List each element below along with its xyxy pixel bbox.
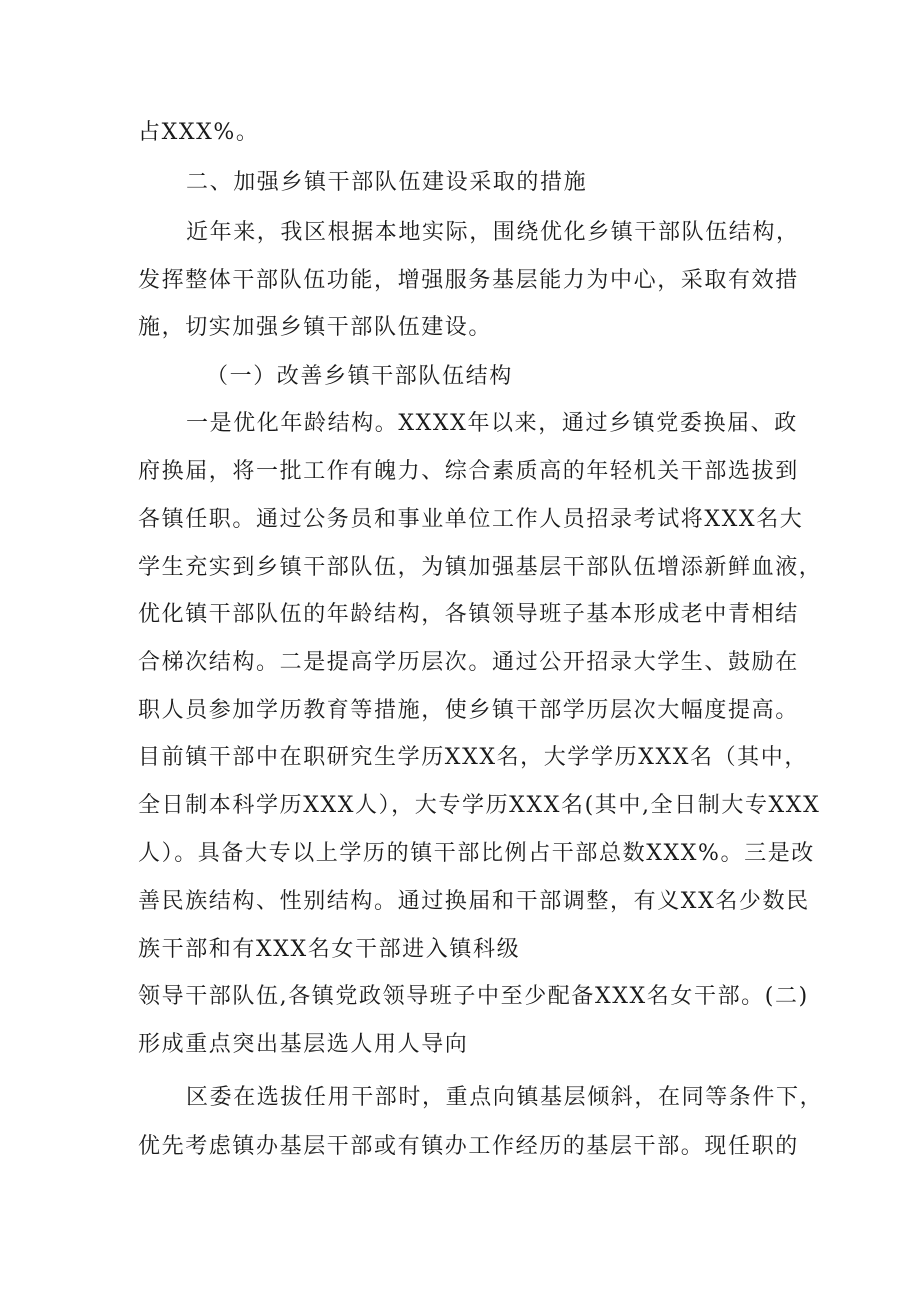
text-line: 职人员参加学历教育等措施，使乡镇干部学历层次大幅度提高。 [138, 698, 799, 723]
text-line: 府换届，将一批工作有魄力、综合素质高的年轻机关干部选拔到 [138, 459, 799, 484]
text-line: 人）。具备大专以上学历的镇干部比例占干部总数XXX%。三是改 [138, 841, 815, 866]
text-line: 目前镇干部中在职研究生学历XXX名，大学学历XXX名（其中， [138, 745, 808, 770]
subsection-heading: （一）改善乡镇干部队伍结构 [206, 364, 513, 389]
text-line: 各镇任职。通过公务员和事业单位工作人员招录考试将XXX名大 [138, 507, 804, 532]
text-line: 善民族结构、性别结构。通过换届和干部调整，有义XX名少数民 [138, 889, 810, 914]
text-line: 领导干部队伍,各镇党政领导班子中至少配备XXX名女干部。(二) [138, 984, 809, 1009]
text-line: 区委在选拔任用干部时，重点向镇基层倾斜，在同等条件下， [186, 1085, 824, 1110]
text-line: 施，切实加强乡镇干部队伍建设。 [138, 315, 493, 340]
text-line: 优化镇干部队伍的年龄结构，各镇领导班子基本形成老中青相结 [138, 602, 799, 627]
text-line: 占XXX%。 [138, 120, 260, 145]
text-line: 合梯次结构。二是提高学历层次。通过公开招录大学生、鼓励在 [138, 650, 799, 675]
text-line: 近年来，我区根据本地实际，围绕优化乡镇干部队伍结构， [186, 220, 800, 245]
text-line: 全日制本科学历XXX人），大专学历XXX名(其中,全日制大专XXX [138, 793, 821, 818]
text-line: 形成重点突出基层选人用人导向 [138, 1032, 469, 1057]
text-line: 学生充实到乡镇干部队伍，为镇加强基层干部队伍增添新鲜血液， [138, 555, 823, 580]
section-heading: 二、加强乡镇干部队伍建设采取的措施 [186, 170, 588, 195]
text-line: 一是优化年龄结构。XXXX年以来，通过乡镇党委换届、政 [186, 411, 798, 436]
text-line: 发挥整体干部队伍功能，增强服务基层能力为中心，采取有效措 [138, 268, 799, 293]
text-line: 族干部和有XXX名女干部进入镇科级 [138, 937, 521, 962]
text-line: 优先考虑镇办基层干部或有镇办工作经历的基层干部。现任职的 [138, 1134, 799, 1159]
